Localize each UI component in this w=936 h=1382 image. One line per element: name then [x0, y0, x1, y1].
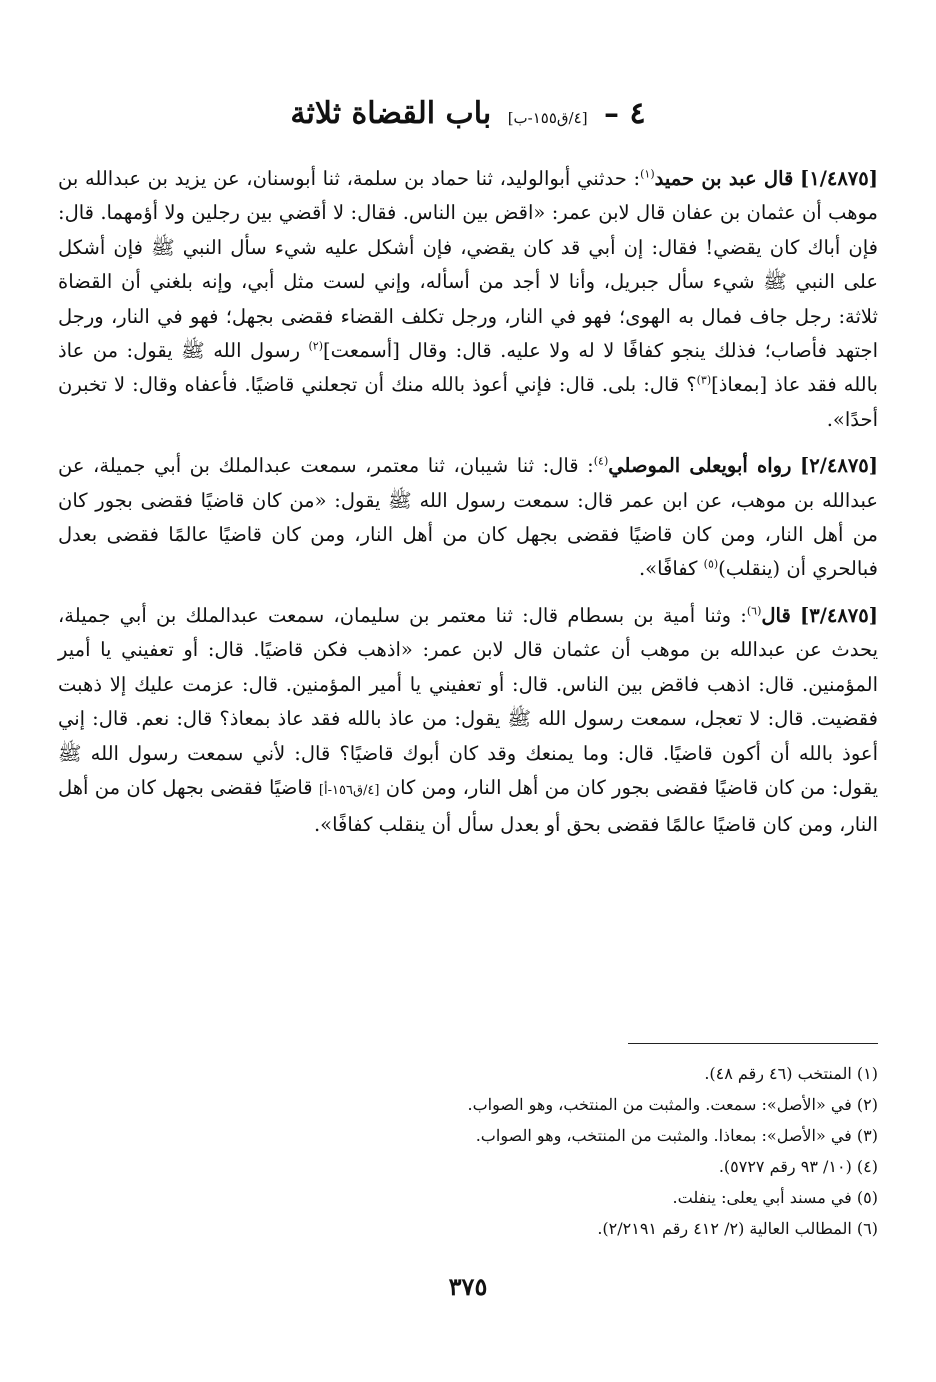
footnote-item: (٥) في مسند أبي يعلى: ينفلت.: [672, 1188, 878, 1207]
hadith-text: : قال: ثنا شيبان، ثنا معتمر، سمعت عبدالملك بن أبي جميلة، عن عبدالله بن موهب، عن ابن عمر قال: سمعت رسول الله ﷺ يقول: «من كان قاضيًا فقضى بجور كان من أهل النار، ومن كان قاضيًا فقضى بجهل كان من أهل النار، ومن كان قاضيًا عالمًا فقضى بعدل فبالحري أن (ينقلب): [58, 454, 878, 581]
hadith-source: قال: [761, 603, 791, 627]
footnote-marker: (٦): [746, 604, 762, 618]
footnote-marker: (١): [640, 167, 655, 181]
chapter-number: ٤ –: [604, 96, 646, 131]
footnote-marker: (٤): [593, 454, 609, 468]
hadith-text: قاضيًا فقضى بجهل كان من أهل النار، ومن كان قاضيًا عالمًا فقضى بحق أو بعدل سأل أن ينقلب كفافًا».: [58, 775, 878, 837]
hadith-text: ؟ قال: بلى. قال: فإني أعوذ بالله منك أن تجعلني قاضيًا. فأعفاه وقال: لا تخبرن أحدًا».: [58, 373, 878, 431]
hadith-text: رسول الله ﷺ يقول: من عاذ بالله فقد عاذ [بمعاذ]: [58, 339, 878, 397]
footnote-item: (٣) في «الأصل»: بمعاذا. والمثبت من المنتخب، وهو الصواب.: [475, 1126, 878, 1145]
hadith-number: [٣/٤٨٧٥]: [800, 603, 878, 627]
hadith-source: رواه أبويعلى الموصلي: [608, 454, 792, 478]
footnote-item: (١) المنتخب (٤٦ رقم ٤٨).: [704, 1064, 878, 1083]
hadith-source: قال عبد بن حميد: [654, 167, 794, 190]
hadith-1: [58, 162, 878, 437]
body-text: [58, 162, 878, 855]
hadith-number: [١/٤٨٧٥]: [800, 167, 878, 190]
manuscript-reference: [٤/ق١٥٦-أ]: [318, 782, 380, 798]
hadith-text: : وثنا أمية بن بسطام قال: ثنا معتمر بن سليمان، سمعت عبدالملك بن أبي جميلة، يحدث عن عبدالله بن موهب أن عثمان قال لابن عمر: «اذهب فكن قاضيًا. قال: أو تعفيني يا أمير المؤمنين. قال: اذهب فاقض بين الناس. قال: أو تعفيني يا أمير المؤمنين. قال: عزمت عليك إلا ذهبت فقضيت. قال: لا تعجل، سمعت رسول الله ﷺ يقول: من عاذ بالله فقد عاذ بمعاذ؟ قال: نعم. قال: إني أعوذ بالله أن أكون قاضيًا. قال: وما يمنعك وقد كان أبوك قاضيًا؟ قال: لأني سمعت رسول الله ﷺ يقول: من كان قاضيًا فقضى بجور كان من أهل النار، ومن كان: [58, 603, 879, 799]
footnote-marker: (٢): [308, 339, 323, 353]
footnote-item: (٤) (١٠/ ٩٣ رقم ٥٧٢٧).: [718, 1157, 878, 1176]
chapter-title: باب القضاة ثلاثة: [290, 96, 492, 131]
hadith-text: كفافًا».: [638, 557, 704, 581]
page-number: ٣٧٥: [448, 1272, 488, 1301]
hadith-3: [58, 599, 878, 843]
footnote-marker: (٣): [696, 373, 712, 387]
footnote-item: (٦) المطالب العالية (٢/ ٤١٢ رقم ٢/٢١٩١).: [597, 1219, 878, 1238]
footnote-item: (٢) في «الأصل»: سمعت. والمثبت من المنتخب، وهو الصواب.: [467, 1095, 878, 1114]
hadith-text: : حدثني أبوالوليد، ثنا حماد بن سلمة، ثنا أبوسنان، عن يزيد بن عبدالله بن موهب أن عثمان بن عفان قال لابن عمر: «اقض بين الناس. فقال: لا أقضي بين رجلين ولا أؤمهما. قال: فإن أباك كان يقضي! فقال: إن أبي قد كان يقضي، فإن أشكل عليه شيء سأل النبي ﷺ فإن أشكل على النبي ﷺ شيء سأل جبريل، وأنا لا أجد من أسأله، وإني لست مثل أبي، وإنه بلغني أن القضاة ثلاثة: رجل جاف فمال به الهوى؛ فهو في النار، ورجل تكلف القضاء فقضى بجهل؛ فهو في النار، ورجل اجتهد فأصاب؛ فذلك ينجو كفافًا لا له ولا عليه. قال: وقال [أسمعت]: [58, 167, 878, 363]
chapter-heading: [150, 96, 786, 131]
hadith-2: [58, 449, 878, 587]
hadith-number: [٢/٤٨٧٥]: [800, 454, 879, 478]
manuscript-reference: [٤/ق١٥٥-ب]: [507, 109, 588, 127]
footnote-divider: [628, 1043, 878, 1044]
footnotes: [58, 1058, 878, 1244]
footnote-marker: (٥): [703, 557, 719, 571]
